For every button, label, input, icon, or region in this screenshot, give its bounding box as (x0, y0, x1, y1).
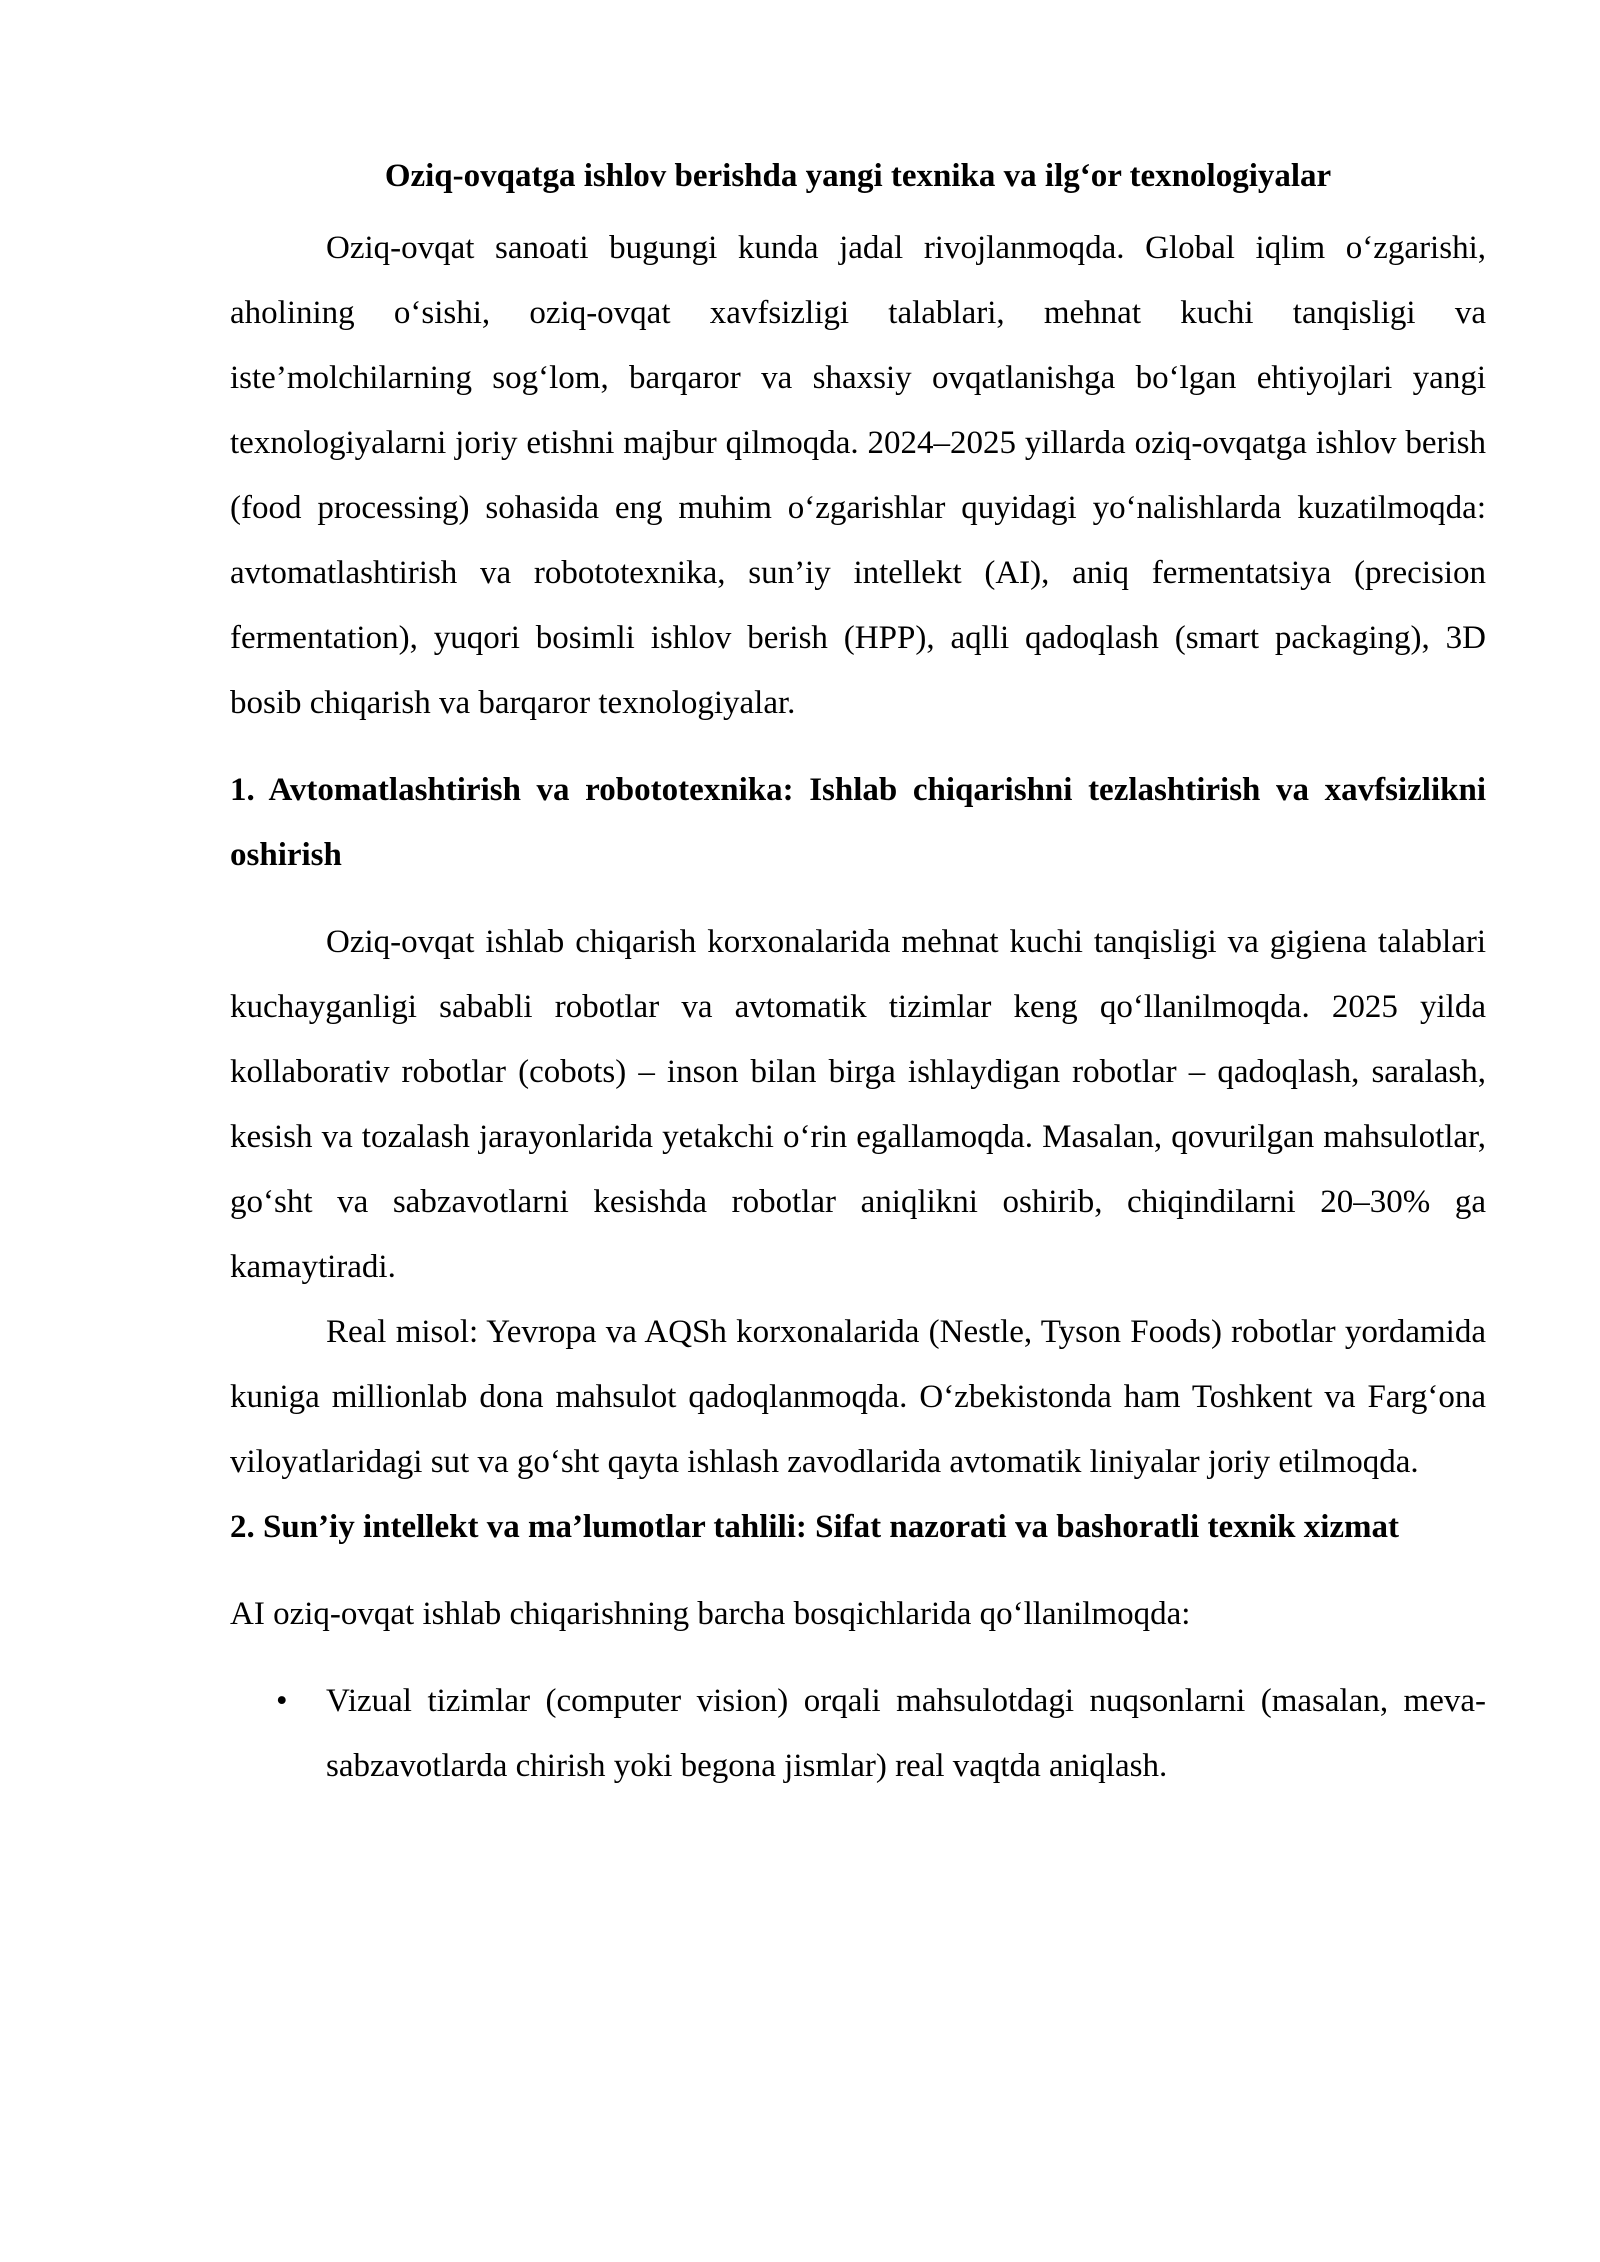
section-2-heading: 2. Sun’iy intellekt va ma’lumotlar tahlili: Sifat nazorati va bashoratli texnik xizmat (230, 1509, 1400, 1545)
section-1-paragraph-2: Real misol: Yevropa va AQSh korxonalarida (Nestle, Tyson Foods) robotlar yordamida kuniga millionlab dona mahsulot qadoqlanmoqda. O‘zbekistonda ham Toshkent va Farg‘ona viloyatlaridagi sut va go‘sht qayta ishlash zavodlarida avtomatik liniyalar joriy etilmoqda. (230, 1314, 1486, 1480)
list-item (230, 1669, 1486, 1799)
section-1-heading: 1. Avtomatlashtirish va robototexnika: Ishlab chiqarishni tezlashtirish va xavfsizlikni oshirish (230, 772, 1486, 873)
bullet-icon: • (276, 1683, 288, 1719)
list-item-text: Vizual tizimlar (computer vision) orqali mahsulotdagi nuqsonlarni (masalan, meva-sabzavotlarda chirish yoki begona jismlar) real vaqtda aniqlash. (326, 1683, 1486, 1784)
intro-paragraph: Oziq-ovqat sanoati bugungi kunda jadal rivojlanmoqda. Global iqlim o‘zgarishi, aholining o‘sishi, oziq-ovqat xavfsizligi talablari, mehnat kuchi tanqisligi va iste’molchilarning sog‘lom, barqaror va shaxsiy ovqatlanishga bo‘lgan ehtiyojlari yangi texnologiyalarni joriy etishni majbur qilmoqda. 2024–2025 yillarda oziq-ovqatga ishlov berish (food processing) sohasida eng muhim o‘zgarishlar quyidagi yo‘nalishlarda kuzatilmoqda: avtomatlashtirish va robototexnika, sun’iy intellekt (AI), aniq fermentatsiya (precision fermentation), yuqori bosimli ishlov berish (HPP), aqlli qadoqlash (smart packaging), 3D bosib chiqarish va barqaror texnologiyalar. (230, 230, 1486, 721)
section-2-lead: AI oziq-ovqat ishlab chiqarishning barcha bosqichlarida qo‘llanilmoqda: (230, 1596, 1191, 1632)
section-2-bullet-list (230, 1669, 1486, 1799)
section-1-paragraph-1: Oziq-ovqat ishlab chiqarish korxonalarida mehnat kuchi tanqisligi va gigiena talablari kuchayganligi sababli robotlar va avtomatik tizimlar keng qo‘llanilmoqda. 2025 yilda kollaborativ robotlar (cobots) – inson bilan birga ishlaydigan robotlar – qadoqlash, saralash, kesish va tozalash jarayonlarida yetakchi o‘rin egallamoqda. Masalan, qovurilgan mahsulotlar, go‘sht va sabzavotlarni kesishda robotlar aniqlikni oshirib, chiqindilarni 20–30% ga kamaytiradi. (230, 924, 1486, 1285)
document-title: Oziq-ovqatga ishlov berishda yangi texnika va ilg‘or texnologiyalar (384, 158, 1332, 194)
document-page (230, 150, 1486, 1799)
